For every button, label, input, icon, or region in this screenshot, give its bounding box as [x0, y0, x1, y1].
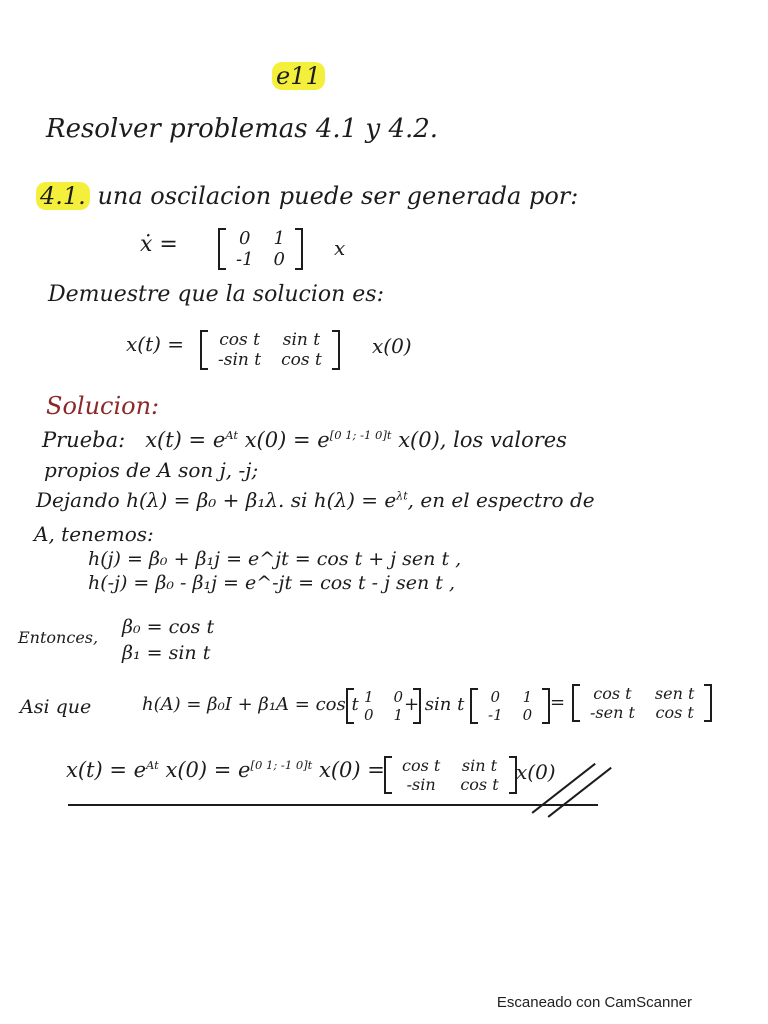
plus-sin: + sin t: [404, 694, 465, 715]
state-matrix-cell: 1: [273, 228, 285, 249]
solution-matrix-cell: cos t: [219, 330, 260, 350]
eigen-line: propios de A son j, -j;: [44, 458, 259, 482]
let-line-c: , en el espectro de: [407, 488, 595, 512]
a-matrix-cell: 0: [522, 706, 533, 724]
let-line-a: Dejando h(λ) = β: [36, 488, 209, 512]
beta0-line: β₀ = cos t: [122, 616, 215, 638]
final-rhs: x(0): [516, 760, 556, 784]
solution-rhs: x(0): [372, 334, 412, 358]
final-matrix: [384, 756, 517, 794]
asi-equals: =: [550, 692, 566, 713]
intro-line: Resolver problemas 4.1 y 4.2.: [46, 114, 439, 144]
final-x0: x(0) =: [319, 758, 385, 782]
solution-matrix: [200, 330, 340, 370]
prompt-line: Demuestre que la solucion es:: [48, 282, 385, 307]
state-matrix-cell: -1: [236, 249, 254, 270]
have-line: A, tenemos:: [34, 522, 154, 546]
solution-matrix-cell: cos t: [281, 350, 322, 370]
asi-eq: h(A) = β₀I + β₁A = cos t: [142, 694, 359, 715]
result-matrix: [572, 684, 712, 722]
page-tag-text: e11: [272, 62, 325, 90]
result-matrix-cell: cos t: [655, 703, 694, 722]
proof-line: [42, 428, 567, 452]
final-mid: x(0) = e: [165, 758, 251, 782]
proof-mid: x(0) = e: [244, 428, 330, 452]
state-eq-lhs: ẋ =: [140, 232, 178, 257]
let-line-b: ₀ + β₁λ. si h(λ) = e: [208, 488, 397, 512]
h-minus-j-line: h(-j) = β₀ - β₁j = e^-jt = cos t - j sen t ,: [88, 572, 455, 594]
a-matrix-cell: 0: [490, 688, 501, 706]
solution-heading: Solucion:: [46, 392, 160, 420]
proof-exp-matrix: [0 1; -1 0]t: [329, 428, 392, 442]
a-matrix: [470, 688, 550, 724]
identity-cell: 0: [364, 706, 374, 724]
identity-cell: 1: [364, 688, 374, 706]
solution-matrix-cell: -sin t: [218, 350, 262, 370]
a-matrix-cell: 1: [522, 688, 533, 706]
solution-lhs: x(t) =: [126, 332, 185, 356]
proof-eq: x(t) = e: [145, 428, 226, 452]
final-matrix-cell: -sin: [406, 775, 436, 794]
state-matrix: [218, 228, 303, 270]
identity-cell: 1: [393, 706, 404, 724]
result-matrix-cell: sen t: [654, 684, 695, 703]
final-matrix-cell: sin t: [461, 756, 498, 775]
state-eq-rhs: x: [334, 236, 346, 260]
result-matrix-cell: cos t: [593, 684, 632, 703]
let-line: [36, 488, 595, 512]
solution-matrix-cell: sin t: [282, 330, 321, 350]
h-j-line: h(j) = β₀ + β₁j = e^jt = cos t + j sen t ,: [88, 548, 462, 570]
result-matrix-cell: -sen t: [590, 703, 635, 722]
let-exp: λt: [396, 489, 408, 503]
state-matrix-cell: 0: [273, 249, 285, 270]
final-matrix-cell: cos t: [402, 756, 441, 775]
final-exp: At: [146, 758, 159, 772]
final-lhs: x(t) = e: [66, 758, 147, 782]
problem-statement: [36, 182, 578, 210]
scanner-watermark: Escaneado con CamScanner: [496, 994, 692, 1011]
final-matrix-cell: cos t: [460, 775, 499, 794]
final-underline: [68, 804, 598, 806]
proof-exp: At: [225, 428, 239, 442]
state-matrix-cell: 0: [239, 228, 251, 249]
problem-text: una oscilacion puede ser generada por:: [97, 182, 579, 210]
final-exp-matrix: [0 1; -1 0]t: [250, 758, 313, 772]
proof-end: x(0), los valores: [398, 428, 567, 452]
proof-label: Prueba:: [42, 428, 126, 452]
asi-label: Asi que: [20, 696, 92, 718]
final-line: [66, 758, 385, 782]
identity-cell: 0: [393, 688, 404, 706]
page-tag: [272, 62, 325, 90]
a-matrix-cell: -1: [488, 706, 503, 724]
beta1-line: β₁ = sin t: [122, 642, 211, 664]
then-label: Entonces,: [18, 628, 99, 647]
problem-number: 4.1.: [36, 182, 90, 210]
